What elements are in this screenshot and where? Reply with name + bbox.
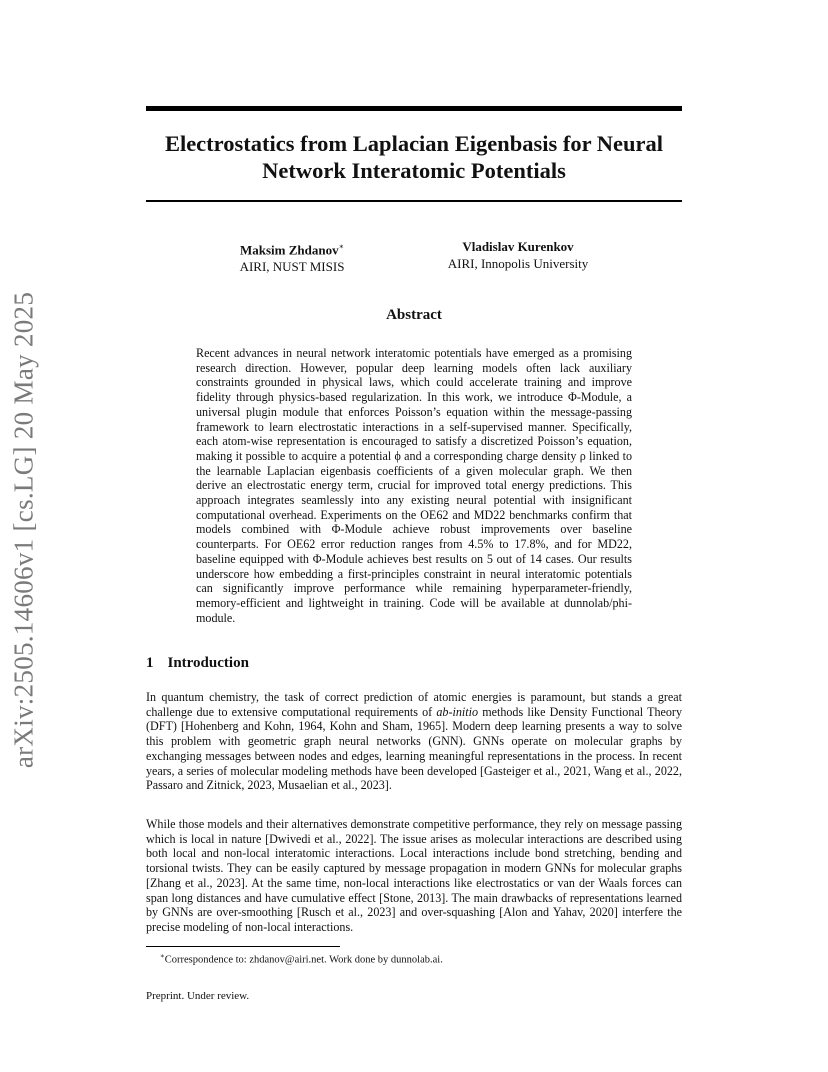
author-name-1: Maksim Zhdanov	[239, 242, 339, 258]
title-bottom-rule	[146, 200, 682, 202]
title-top-rule	[146, 106, 682, 111]
arxiv-identifier	[4, 270, 44, 790]
intro-paragraph-1-part-a: In quantum chemistry, the task of correct prediction of atomic energies is paramount, but stands a great challenge due to extensive computational requirements of	[146, 690, 682, 719]
section-number: 1	[146, 655, 154, 671]
author-footnote-mark: ∗	[338, 242, 345, 251]
preprint-notice: Preprint. Under review.	[146, 990, 250, 1002]
abstract-text: Recent advances in neural network interatomic potentials have emerged as a promising research direction. However, popular deep learning models often lack auxiliary constraints grounded in physical laws, which could accelerate training and improve fidelity through physics-based regularization. In this work, we introduce Φ-Module, a universal plugin module that enforces Poisson’s equation within the message-passing framework to learn electrostatic interactions in a self-supervised manner. Specifically, each atom-wise representation is encouraged to satisfy a discretized Poisson’s equation, making it possible to acquire a potential ϕ and a corresponding charge density ρ linked to the learnable Laplacian eigenbasis coefficients of a given molecular graph. We then derive an electrostatic energy term, crucial for improved total energy predictions. This approach integrates seamlessly into any existing neural potential with insignificant computational overhead. Experiments on the OE62 and MD22 benchmarks confirm that models combined with Φ-Module achieve robust improvements over baseline counterparts. For OE62 error reduction ranges from 4.5% to 17.8%, and for MD22, baseline equipped with Φ-Module achieves best results on 5 out of 14 cases. Our results underscore how embedding a first-principles constraint in neural interatomic potentials can significantly improve performance while remaining hyperparameter-friendly, memory-efficient and lightweight in training. Code will be available at dunnolab/phi-module.	[196, 346, 632, 625]
author-block-1	[222, 238, 362, 275]
intro-paragraph-1-part-b: methods like Density Functional Theory (DFT) [Hohenberg and Kohn, 1964, Kohn and Sham, 1965]. Modern deep learning presents a way to solve this problem with geometric graph neural networks (GNN). GNNs operate on molecular graphs by exchanging messages between nodes and edges, learning meaningful representations in the process. In recent years, a series of molecular modeling methods have been developed [Gasteiger et al., 2021, Wang et al., 2022, Passaro and Zitnick, 2023, Musaelian et al., 2023].	[146, 704, 682, 793]
intro-paragraph-1-italic: ab-initio	[436, 704, 479, 719]
section-heading	[146, 655, 249, 672]
paper-title: Electrostatics from Laplacian Eigenbasis for Neural Network Interatomic Potentials	[164, 131, 664, 183]
footnote-rule	[146, 946, 340, 947]
footnote-mark: ∗	[160, 952, 165, 960]
author-affiliation-1: AIRI, NUST MISIS	[239, 259, 345, 275]
intro-paragraph-2: While those models and their alternatives demonstrate competitive performance, they rely on message passing which is local in nature [Dwivedi et al., 2022]. The issue arises as molecular interactions are described using both local and non-local interatomic interactions. Local interactions include bond stretching, bending and torsional twists. They can be easily captured by message propagation in modern GNNs for molecular graphs [Zhang et al., 2023]. At the same time, non-local interactions like electrostatics or van der Waals forces can span long distances and have cumulative effect [Stone, 2013]. The main drawbacks of representations learned by GNNs are over-smoothing [Rusch et al., 2023] and over-squashing [Alon and Yahav, 2020] interfere the precise modeling of non-local interactions.	[146, 817, 682, 934]
author-name-2: Vladislav Kurenkov	[462, 239, 574, 254]
footnote-text: Correspondence to: zhdanov@airi.net. Work done by dunnolab.ai.	[164, 954, 443, 966]
author-affiliation-2: AIRI, Innopolis University	[447, 256, 589, 271]
intro-paragraph-1	[146, 690, 682, 793]
section-title: Introduction	[167, 655, 249, 671]
author-block-2	[438, 238, 598, 272]
footnote	[160, 950, 443, 967]
abstract-heading: Abstract	[386, 307, 442, 323]
arxiv-identifier-text: arXiv:2505.14606v1 [cs.LG] 20 May 2025	[8, 291, 39, 769]
